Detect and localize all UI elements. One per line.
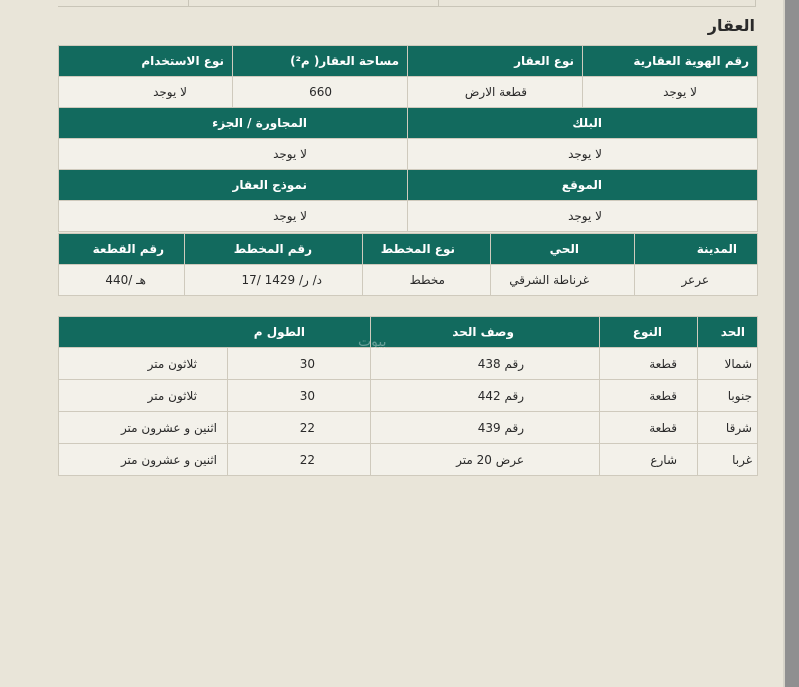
cell-side: شمالا (698, 348, 758, 380)
value-usage-type: لا يوجد (59, 77, 233, 108)
cell-length: 22 (228, 412, 371, 444)
header-type: النوع (600, 317, 698, 348)
header-plan-type: نوع المخطط (363, 234, 491, 265)
cell-type: قطعة (600, 380, 698, 412)
header-neighborhood-part: المجاورة / الجزء (59, 108, 408, 139)
cell-type: قطعة (600, 348, 698, 380)
header-boundary-desc: وصف الحد (371, 317, 600, 348)
value-location: لا يوجد (408, 201, 758, 232)
table-row (59, 380, 758, 412)
header-side: الحد (698, 317, 758, 348)
cell-desc: رقم 442 (371, 380, 600, 412)
value-neighborhood-part: لا يوجد (59, 139, 408, 170)
header-property-area: مساحة العقار( م²) (233, 46, 408, 77)
table-row (59, 444, 758, 476)
location-header-row (59, 234, 758, 265)
cell-length-text: اثنين و عشرون متر (59, 412, 228, 444)
table-row (59, 412, 758, 444)
table-row (59, 348, 758, 380)
header-property-id: رقم الهوية العقارية (583, 46, 758, 77)
header-location: الموقع (408, 170, 758, 201)
header-city: المدينة (635, 234, 758, 265)
watermark: بيوت (358, 334, 387, 350)
header-property-model: نموذج العقار (59, 170, 408, 201)
header-plot-number: رقم القطعة (59, 234, 185, 265)
cell-length-text: ثلاثون متر (59, 348, 228, 380)
value-city: عرعر (635, 265, 758, 296)
value-block: لا يوجد (408, 139, 758, 170)
location-value-row (59, 265, 758, 296)
property-value-row-1 (59, 77, 758, 108)
property-value-row-3 (59, 201, 758, 232)
cell-desc: عرض 20 متر (371, 444, 600, 476)
boundaries-table (58, 316, 758, 476)
header-usage-type: نوع الاستخدام (59, 46, 233, 77)
cell-type: قطعة (600, 412, 698, 444)
cell-side: شرقا (698, 412, 758, 444)
value-plan-type: مخطط (363, 265, 491, 296)
value-property-model: لا يوجد (59, 201, 408, 232)
value-district: غرناطة الشرقي (491, 265, 635, 296)
boundaries-header-row (59, 317, 758, 348)
header-block: البلك (408, 108, 758, 139)
header-property-type: نوع العقار (408, 46, 583, 77)
property-value-row-2 (59, 139, 758, 170)
cell-length: 22 (228, 444, 371, 476)
cell-length: 30 (228, 348, 371, 380)
value-property-type: قطعة الارض (408, 77, 583, 108)
header-district: الحي (491, 234, 635, 265)
cell-length: 30 (228, 380, 371, 412)
value-property-id: لا يوجد (583, 77, 758, 108)
cell-side: غربا (698, 444, 758, 476)
value-plan-number: د/ ر/ 1429 /17 (185, 265, 363, 296)
viewer-scrollbar-frame (785, 0, 799, 687)
property-table (58, 45, 758, 232)
cell-length-text: اثنين و عشرون متر (59, 444, 228, 476)
header-plan-number: رقم المخطط (185, 234, 363, 265)
cell-desc: رقم 438 (371, 348, 600, 380)
cell-desc: رقم 439 (371, 412, 600, 444)
value-property-area: 660 (233, 77, 408, 108)
previous-table-edge (58, 0, 756, 7)
cell-length-text: ثلاثون متر (59, 380, 228, 412)
value-plot-number: هـ /440 (59, 265, 185, 296)
property-header-row-3 (59, 170, 758, 201)
location-table (58, 233, 758, 296)
cell-type: شارع (600, 444, 698, 476)
cell-side: جنوبا (698, 380, 758, 412)
property-header-row-2 (59, 108, 758, 139)
section-title: العقار (707, 16, 755, 35)
header-length: الطول م (59, 317, 371, 348)
property-header-row-1 (59, 46, 758, 77)
